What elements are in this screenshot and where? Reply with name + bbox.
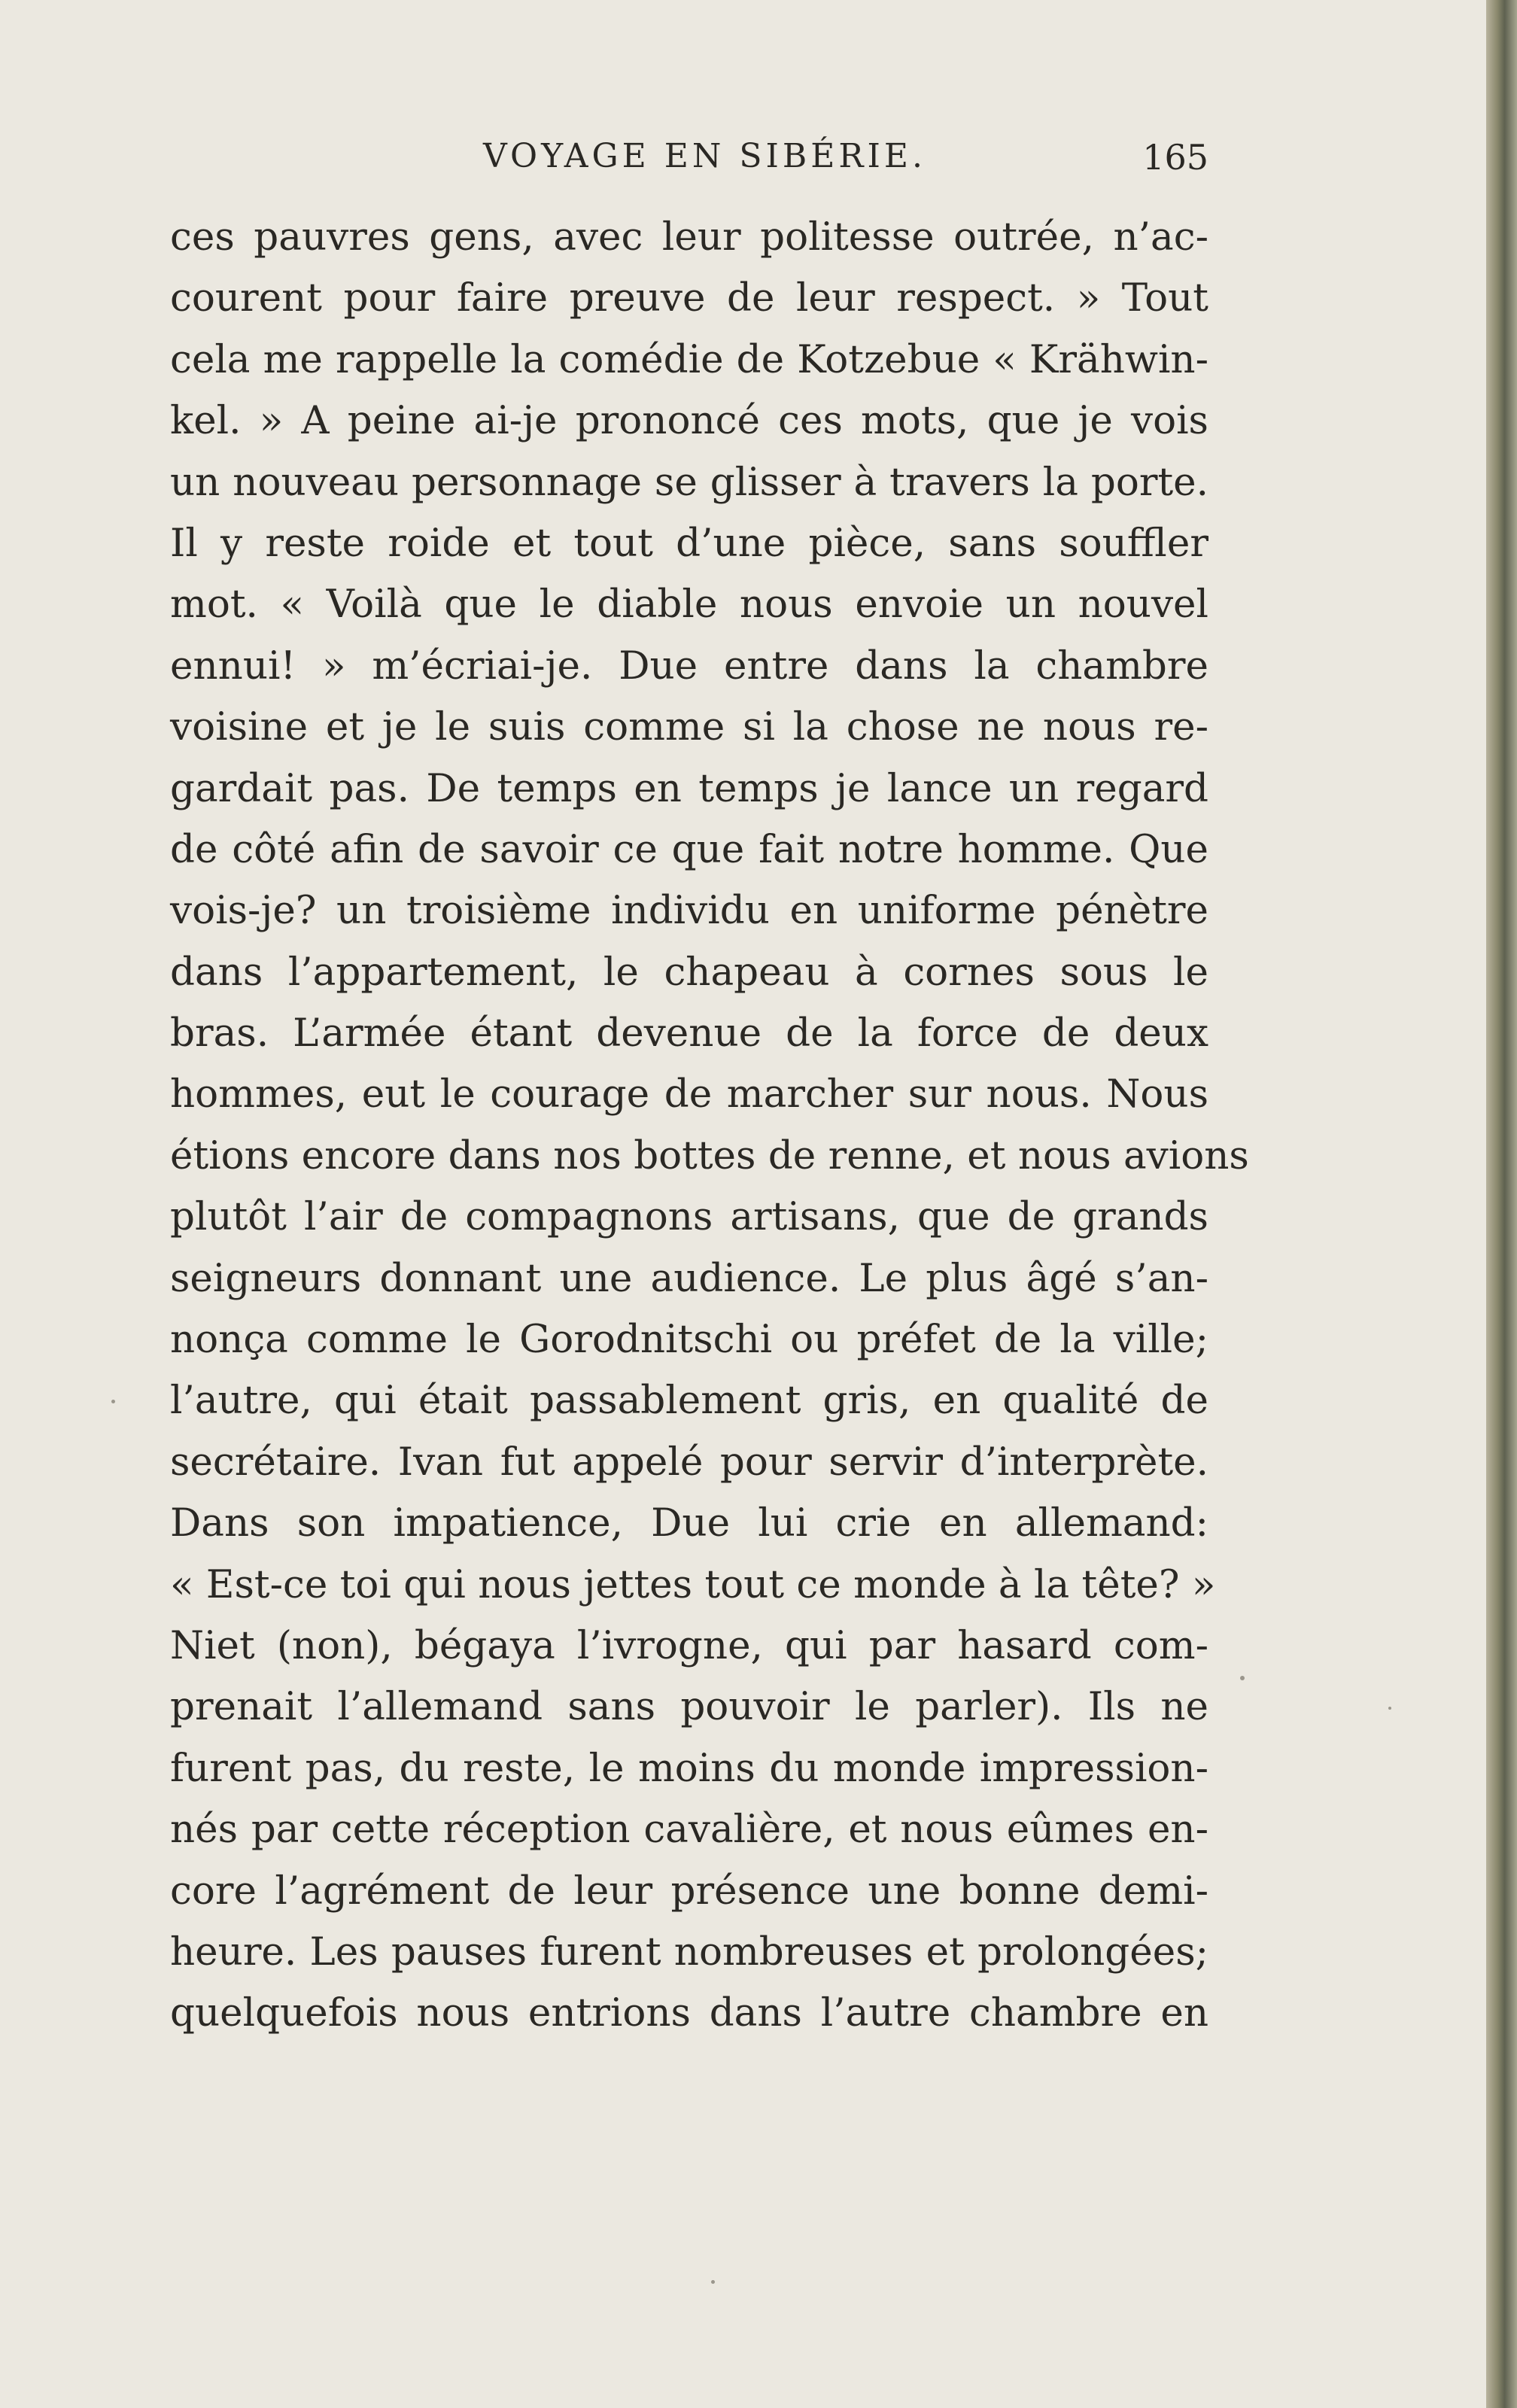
text-line: voisine et je le suis comme si la chose ne nous re- (170, 704, 1208, 750)
page-number: 165 (1142, 137, 1208, 178)
text-line: prenait l’allemand sans pouvoir le parler). Ils ne (170, 1684, 1208, 1730)
paper-speck (711, 2280, 715, 2284)
text-line: « Est-ce toi qui nous jettes tout ce monde à la tête? » (170, 1561, 1216, 1607)
text-line: l’autre, qui était passablement gris, en qualité de (170, 1378, 1208, 1424)
text-line: secrétaire. Ivan fut appelé pour servir d’interprète. (170, 1439, 1208, 1485)
text-line: nonça comme le Gorodnitschi ou préfet de la ville; (170, 1317, 1208, 1363)
text-line: furent pas, du reste, le moins du monde impression- (170, 1745, 1208, 1791)
text-line: heure. Les pauses furent nombreuses et prolongées; (170, 1929, 1208, 1975)
text-line: seigneurs donnant une audience. Le plus âgé s’an- (170, 1255, 1208, 1301)
paper-speck (111, 1400, 115, 1403)
book-edge (1486, 0, 1517, 2408)
text-line: quelquefois nous entrions dans l’autre chambre en (170, 1990, 1208, 2036)
text-line: mot. « Voilà que le diable nous envoie un nouvel (170, 582, 1208, 628)
text-line: cela me rappelle la comédie de Kotzebue « Krähwin- (170, 336, 1208, 382)
text-line: de côté afin de savoir ce que fait notre homme. Que (170, 826, 1208, 872)
text-line: étions encore dans nos bottes de renne, et nous avions (170, 1133, 1249, 1178)
text-line: hommes, eut le courage de marcher sur nous. Nous (170, 1072, 1208, 1117)
text-line: kel. » A peine ai-je prononcé ces mots, que je vois (170, 398, 1208, 444)
running-head (170, 137, 1208, 190)
text-line: plutôt l’air de compagnons artisans, que de grands (170, 1194, 1208, 1240)
text-line: Il y reste roide et tout d’une pièce, sans souffler (170, 520, 1208, 566)
text-line: nés par cette réception cavalière, et nous eûmes en- (170, 1807, 1208, 1853)
text-line: courent pour faire preuve de leur respect. » Tout (170, 275, 1208, 321)
text-line: gardait pas. De temps en temps je lance un regard (170, 765, 1208, 811)
text-line: Niet (non), bégaya l’ivrogne, qui par hasard com- (170, 1622, 1208, 1668)
body-text (170, 207, 1249, 2045)
text-line: core l’agrément de leur présence une bonne demi- (170, 1868, 1208, 1914)
text-line: Dans son impatience, Due lui crie en allemand: (170, 1500, 1208, 1546)
text-line: ennui! » m’écriai-je. Due entre dans la chambre (170, 643, 1208, 689)
paper-speck (1240, 1676, 1245, 1680)
text-line: ces pauvres gens, avec leur politesse outrée, n’ac- (170, 214, 1208, 260)
text-line: un nouveau personnage se glisser à travers la porte. (170, 459, 1208, 505)
text-line: bras. L’armée étant devenue de la force de deux (170, 1011, 1208, 1057)
running-title: VOYAGE EN SIBÉRIE. (483, 137, 926, 175)
text-line: dans l’appartement, le chapeau à cornes sous le (170, 949, 1208, 995)
text-line: vois-je? un troisième individu en uniforme pénètre (170, 888, 1208, 934)
paper-speck (1388, 1707, 1391, 1710)
